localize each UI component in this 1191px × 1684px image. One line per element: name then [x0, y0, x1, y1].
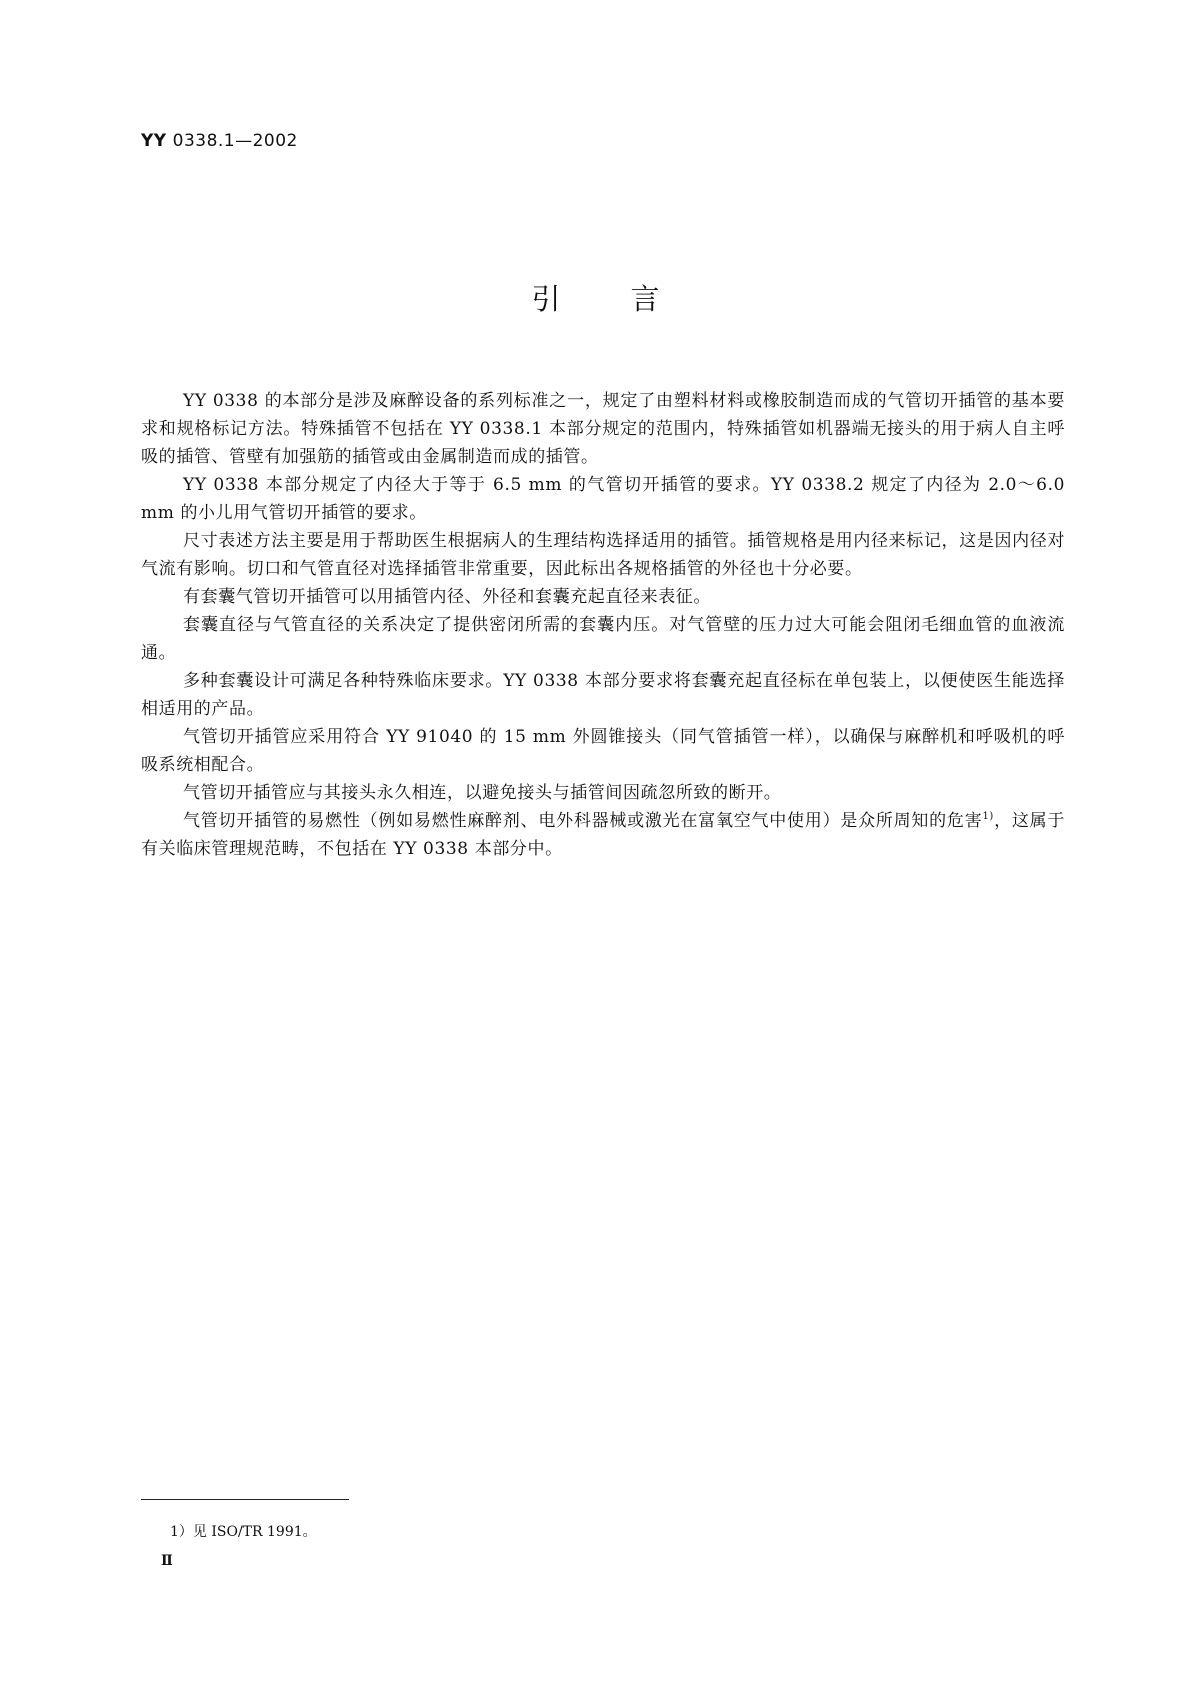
- document-code-number: 0338.1—2002: [172, 131, 298, 151]
- paragraph: 套囊直径与气管直径的关系决定了提供密闭所需的套囊内压。对气管壁的压力过大可能会阻闭毛细血管的血液流通。: [141, 615, 1065, 663]
- document-code-prefix: YY: [141, 131, 167, 151]
- paragraph-text: ，这属于有关临床管理规范畴，不包括在 YY 0338 本部分中。: [141, 811, 1066, 859]
- paragraph: 尺寸表述方法主要是用于帮助医生根据病人的生理结构选择适用的插管。插管规格是用内径来标记，这是因内径对气流有影响。切口和气管直径对选择插管非常重要，因此标出各规格插管的外径也十分必要。: [141, 531, 1065, 579]
- footnote-reference: 1): [982, 811, 994, 822]
- paragraph: 多种套囊设计可满足各种特殊临床要求。YY 0338 本部分要求将套囊充起直径标在单包装上，以便使医生能选择相适用的产品。: [141, 671, 1065, 719]
- paragraph: 有套囊气管切开插管可以用插管内径、外径和套囊充起直径来表征。: [183, 587, 711, 607]
- page-title: 引言: [531, 282, 730, 316]
- paragraph-with-footnote: [141, 807, 1065, 863]
- footnote: 1）见 ISO/TR 1991。: [170, 1524, 317, 1540]
- introduction-body: [141, 387, 1065, 863]
- paragraph: 气管切开插管应采用符合 YY 91040 的 15 mm 外圆锥接头（同气管插管一样），以确保与麻醉机和呼吸机的呼吸系统相配合。: [141, 727, 1065, 775]
- footnote-divider: [141, 1499, 349, 1500]
- paragraph: 气管切开插管应与其接头永久相连，以避免接头与插管间因疏忽所致的断开。: [183, 783, 782, 803]
- document-code: [141, 131, 298, 151]
- page-number: Ⅱ: [161, 1553, 172, 1569]
- paragraph-text: 气管切开插管的易燃性（例如易燃性麻醉剂、电外科器械或激光在富氧空气中使用）是众所周知的危害: [183, 811, 983, 831]
- paragraph: YY 0338 本部分规定了内径大于等于 6.5 mm 的气管切开插管的要求。YY 0338.2 规定了内径为 2.0～6.0 mm 的小儿用气管切开插管的要求。: [141, 475, 1065, 523]
- paragraph: YY 0338 的本部分是涉及麻醉设备的系列标准之一，规定了由塑料材料或橡胶制造而成的气管切开插管的基本要求和规格标记方法。特殊插管不包括在 YY 0338.1 本部分规定的范围内，特殊插管如机器端无接头的用于病人自主呼吸的插管、管壁有加强筋的插管或由金属制造而成的插管。: [141, 391, 1065, 467]
